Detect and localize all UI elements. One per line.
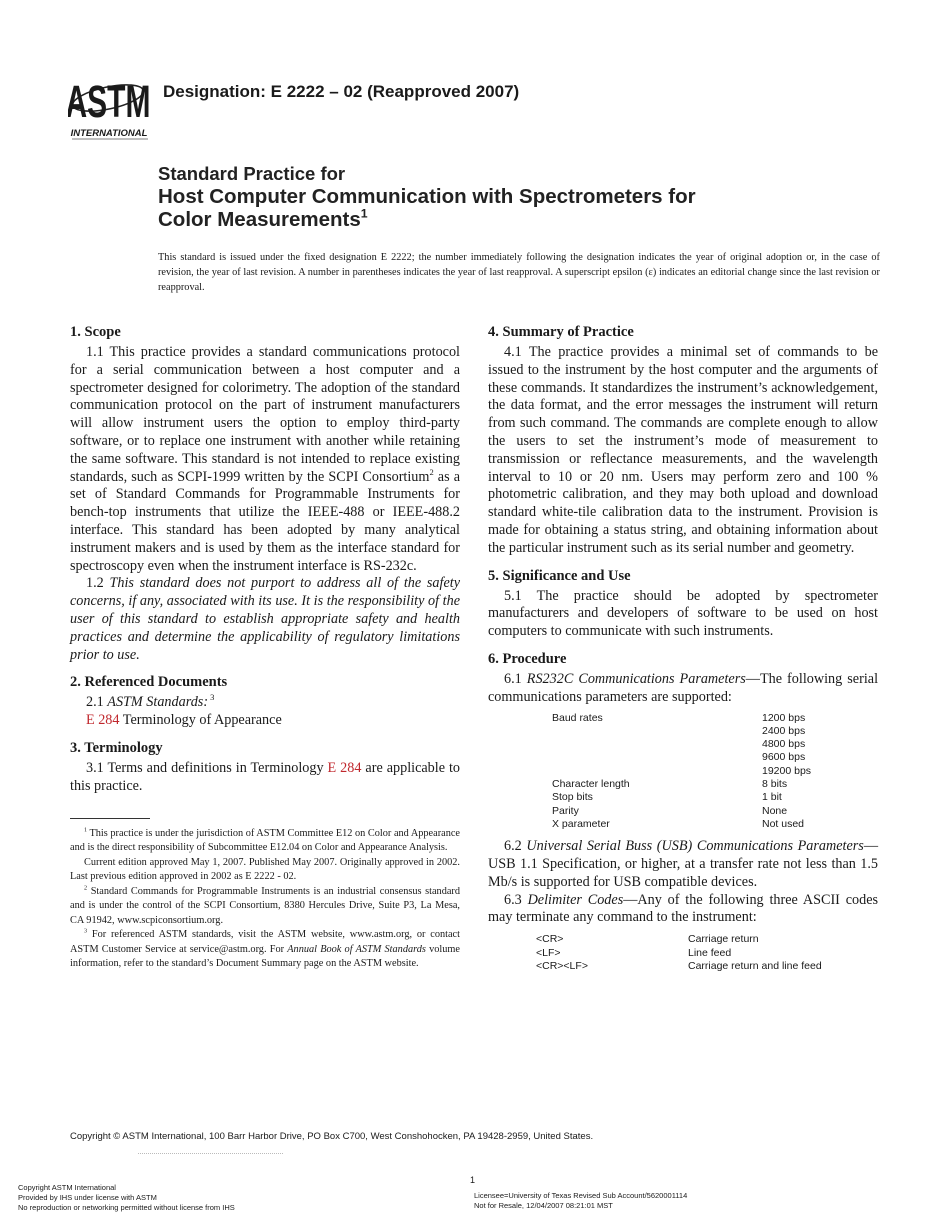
- parameter-name: Parity: [552, 804, 579, 817]
- parameter-row: [552, 765, 811, 778]
- svg-text:ASTM: ASTM: [68, 76, 151, 128]
- paragraph-3-1: [70, 760, 460, 796]
- parameter-name: Character length: [552, 778, 630, 791]
- parameter-row: [552, 725, 811, 738]
- parameter-name: [552, 765, 762, 778]
- parameter-row: [552, 751, 811, 764]
- parameter-name: X parameter: [552, 817, 610, 830]
- title-line-3-text: Color Measurements: [158, 208, 361, 231]
- astm-logo-icon: [68, 72, 152, 140]
- footnote-ref-3[interactable]: 3: [208, 692, 215, 703]
- section-heading: 4. Summary of Practice: [488, 324, 634, 340]
- dotted-divider: [138, 1153, 283, 1154]
- paragraph-number: 1.2: [86, 575, 110, 592]
- footnote-3: [70, 928, 460, 972]
- paragraph-text: —USB 1.1 Specification, or higher, at a transfer rate not less than 1.5 Mb/s is supported for USB compatible devices.: [488, 838, 878, 890]
- parameter-value: 8 bits: [762, 778, 788, 791]
- paragraph-5-1: 5.1 The practice should be adopted by spectrometer manufacturers and developers of software to be used on host computers to communicate with such instruments.: [488, 587, 878, 640]
- paragraph-number: 6.3: [504, 891, 528, 908]
- delimiter-row: [536, 947, 822, 960]
- terminology-link-e284[interactable]: E 284: [327, 759, 362, 776]
- rs232-parameters-table: [552, 712, 811, 832]
- parameter-name: Baud rates: [552, 711, 603, 724]
- footnote-text: For referenced ASTM standards, visit the ASTM website, www.astm.org, or contact ASTM Customer Service at service@astm.org. For: [70, 929, 460, 955]
- delimiter-meaning: Carriage return and line feed: [688, 959, 822, 972]
- paragraph-6-2: [488, 838, 878, 891]
- footnote-text: volume information, refer to the standard’s Document Summary page on the ASTM website.: [70, 943, 460, 970]
- delimiter-code: <CR>: [536, 933, 564, 946]
- section-procedure: [488, 650, 878, 973]
- section-heading: 3. Terminology: [70, 739, 163, 756]
- reference-link-e284[interactable]: E 284: [86, 712, 120, 729]
- paragraph-title: Delimiter Codes: [527, 891, 624, 908]
- parameter-name: [552, 725, 762, 738]
- title-line-1: Standard Practice for: [158, 163, 346, 184]
- copyright-line: Copyright © ASTM International, 100 Barr Harbor Drive, PO Box C700, West Conshohocken, PA 19428-2959, United States.: [70, 1131, 594, 1142]
- parameter-row: [552, 805, 811, 818]
- section-terminology: [70, 739, 460, 796]
- paragraph-4-1: 4.1 The practice provides a minimal set of commands to be issued to the instrument by the host computer and the arguments of these commands. It standardizes the instrument’s acknowledgement, the data format, and the error messages the instrument will return from such command. The commands are complete enough to allow the users to set the instrument’s mode of measurement to transmission or reflectance measurements, and the wavelength interval to 10 or 20 nm. Users may perform zero and 100 % photometric calibration, and they may both upload and download standard white-tile calibration data to the instrument. Provision is made for obtaining a status string, and obtaining information about the particular instrument such as its serial number and geometry.: [488, 344, 878, 556]
- designation: Designation: E 2222 – 02 (Reapproved 2007): [163, 82, 520, 101]
- ihs-line: Copyright ASTM International: [18, 1183, 116, 1192]
- astm-logo: [68, 72, 152, 140]
- parameter-value: None: [762, 804, 788, 817]
- paragraph-text: 3.1 Terms and definitions in Terminology: [86, 759, 328, 776]
- footnote-marker: 2: [84, 884, 88, 892]
- document-title: [158, 163, 696, 231]
- paragraph-text: —Any of the following three ASCII codes may terminate any command to the instrument:: [488, 891, 879, 926]
- parameter-name: Stop bits: [552, 791, 593, 804]
- parameter-row: [552, 778, 811, 791]
- footnote-italic: Annual Book of ASTM Standards: [287, 943, 426, 955]
- paragraph-6-1: [488, 671, 878, 707]
- paragraph-text: as a set of Standard Commands for Programmable Instruments for bench-top instruments that utilize the IEEE-488 or IEEE-488.2 interface. This standard has been adopted by many analytical instrument makers and is used by them as the interface standard for spectroscopy even when the instrument interface is RS-232c.: [70, 468, 461, 574]
- title-footnote-ref[interactable]: 1: [360, 206, 368, 221]
- parameter-row: [552, 738, 811, 751]
- parameter-value: 2400 bps: [762, 724, 806, 737]
- parameter-row: [552, 712, 811, 725]
- section-referenced-documents: [70, 673, 460, 730]
- section-heading: 5. Significance and Use: [488, 567, 631, 584]
- section-heading: 6. Procedure: [488, 650, 567, 667]
- delimiter-row: [536, 960, 822, 973]
- section-heading: 1. Scope: [70, 324, 121, 340]
- parameter-name: [552, 738, 762, 751]
- paragraph-number: 6.2: [504, 838, 527, 855]
- delimiter-row: [536, 933, 822, 946]
- parameter-value: 9600 bps: [762, 751, 806, 764]
- right-column: [488, 323, 878, 982]
- delimiter-code: <LF>: [536, 946, 561, 959]
- delimiter-meaning: Line feed: [688, 946, 732, 959]
- paragraph-2-1: [70, 694, 460, 712]
- parameter-row: [552, 791, 811, 804]
- paragraph-text: 1.1 This practice provides a standard communications protocol for a serial communication between a host computer and a spectrometer designed for colorimetry. The adoption of the standard communication protocol on the part of instrument manufacturers will allow instrument users the option to employ third-party software, or to replace one instrument with another while retaining the same software. This standard is not intended to replace existing standards, such as SCPI-1999 written by the SCPI Consortium: [70, 344, 460, 485]
- section-scope: [70, 323, 460, 664]
- footnote-text: Standard Commands for Programmable Instruments is an industrial consensus standard and is under the control of the SCPI Consortium, 8380 Hercules Drive, Suite P3, La Mesa, CA 91942, www.scpiconsortium.org.: [70, 885, 460, 926]
- resale-line: Not for Resale, 12/04/2007 08:21:01 MST: [474, 1201, 613, 1210]
- footnote-ref-2[interactable]: 2: [429, 466, 434, 477]
- footnotes: [70, 827, 460, 972]
- parameter-value: 4800 bps: [762, 738, 806, 751]
- parameter-value: 19200 bps: [762, 764, 812, 777]
- parameter-value: 1200 bps: [762, 711, 806, 724]
- section-heading: 2. Referenced Documents: [70, 674, 228, 691]
- astm-standards-label: ASTM Standards:: [107, 694, 209, 711]
- ihs-license-right: [474, 1191, 687, 1211]
- paragraph-title: RS232C Communications Parameters: [526, 670, 746, 687]
- footnote-marker: 3: [84, 927, 88, 935]
- footnote-1-edition: Current edition approved May 1, 2007. Published May 2007. Originally approved in 2002. Last previous edition approved in 2002 as E 2222 - 02.: [70, 856, 460, 883]
- reference-title: Terminology of Appearance: [119, 712, 282, 729]
- parameter-row: [552, 818, 811, 831]
- paragraph-1-2: [70, 575, 460, 664]
- title-line-2: Host Computer Communication with Spectrometers for: [158, 185, 696, 208]
- licensee-line: Licensee=University of Texas Revised Sub Account/5620001114: [474, 1191, 688, 1200]
- paragraph-number: 6.1: [504, 670, 527, 687]
- parameter-value: Not used: [762, 817, 805, 830]
- footnote-text: This practice is under the jurisdiction of ASTM Committee E12 on Color and Appearance and is the direct responsibility of Subcommittee E12.04 on Color and Appearance Analysis.: [70, 827, 460, 854]
- paragraph-text: —The following serial communications parameters are supported:: [488, 670, 879, 705]
- delimiter-codes-table: [536, 933, 822, 973]
- reference-item: [70, 712, 460, 730]
- paragraph-6-3: [488, 892, 878, 928]
- parameter-value: 1 bit: [762, 791, 782, 804]
- footnote-2: [70, 885, 460, 929]
- paragraph-number: 2.1: [86, 694, 108, 711]
- safety-caveat-text: This standard does not purport to address all of the safety concerns, if any, associated with its use. It is the responsibility of the user of this standard to establish appropriate safety and health practices and determine the applicability of regulatory limitations prior to use.: [70, 575, 460, 663]
- ihs-line: Provided by IHS under license with ASTM: [18, 1193, 157, 1202]
- footnote-marker: 1: [84, 826, 88, 834]
- footnote-divider: [70, 818, 150, 819]
- left-column: [70, 323, 460, 972]
- ihs-line: No reproduction or networking permitted without license from IHS: [18, 1203, 235, 1212]
- footnote-1: [70, 827, 460, 856]
- paragraph-text: are applicable to this practice.: [70, 759, 461, 794]
- delimiter-meaning: Carriage return: [688, 933, 759, 946]
- ihs-license-left: [18, 1183, 235, 1213]
- issued-note: This standard is issued under the fixed designation E 2222; the number immediately following the designation indicates the year of original adoption or, in the case of revision, the year of last revision. A number in parentheses indicates the year of last reapproval. A superscript epsilon (ε) indicates an editorial change since the last revision or reapproval.: [158, 252, 880, 293]
- page-number: 1: [470, 1175, 476, 1185]
- title-line-3: [158, 208, 696, 231]
- section-significance: [488, 567, 878, 641]
- section-summary: [488, 323, 878, 558]
- paragraph-title: Universal Serial Buss (USB) Communications Parameters: [526, 838, 864, 855]
- svg-text:INTERNATIONAL: INTERNATIONAL: [70, 128, 148, 139]
- parameter-name: [552, 751, 762, 764]
- delimiter-code: <CR><LF>: [536, 959, 588, 972]
- paragraph-1-1: [70, 344, 460, 575]
